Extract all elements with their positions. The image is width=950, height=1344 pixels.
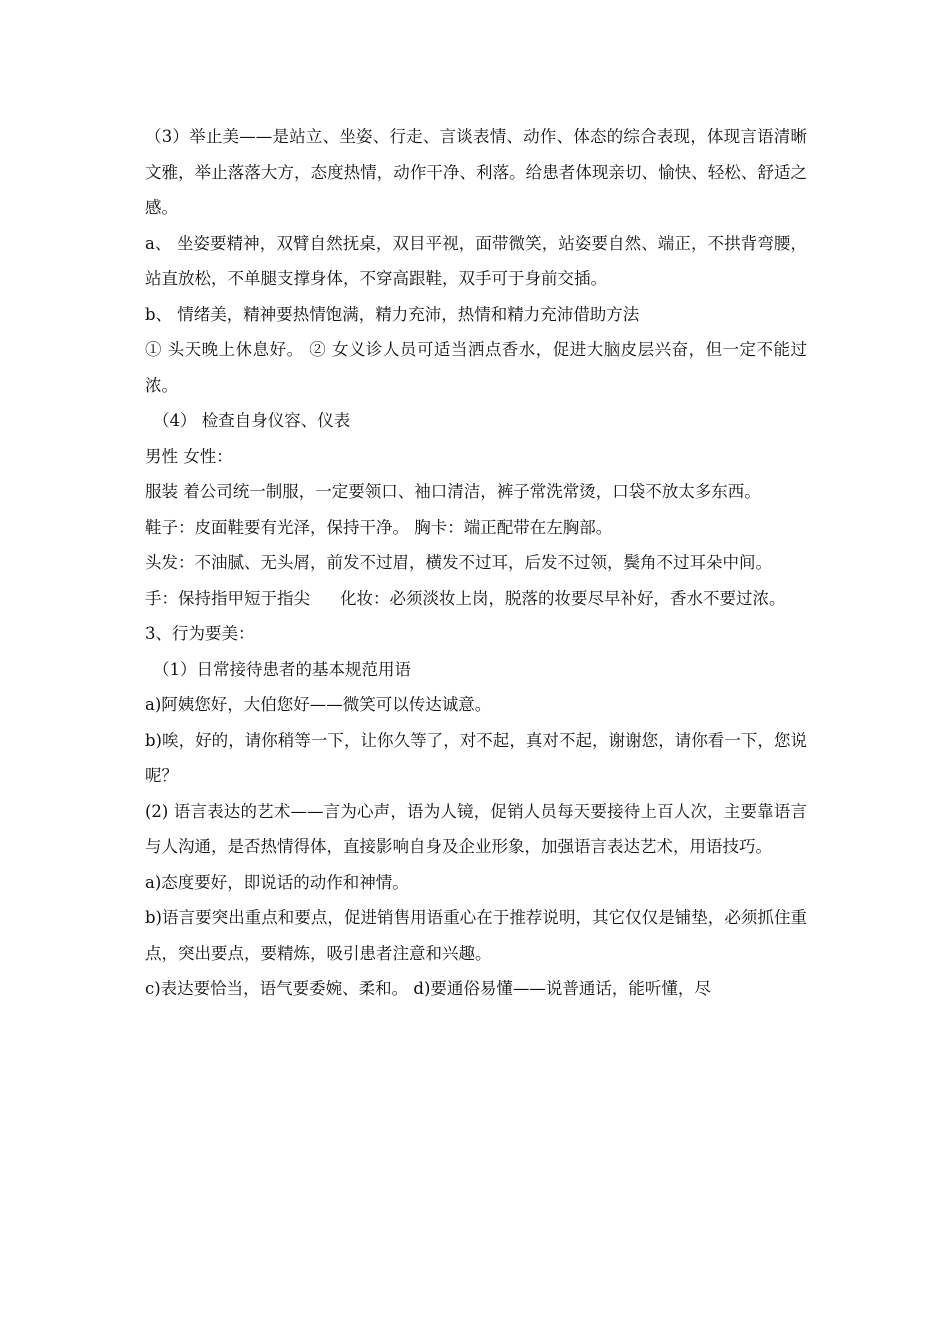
paragraph-key-points: b)语言要突出重点和要点，促进销售用语重心在于推荐说明，其它仅仅是铺垫，必须抓住重点，突出要点，要精炼，吸引患者注意和兴趣。 — [145, 908, 807, 963]
paragraph-attitude: a)态度要好，即说话的动作和神情。 — [145, 872, 409, 892]
hands-text: 手：保持指甲短于指尖 — [145, 588, 310, 608]
document-body — [145, 119, 807, 1007]
paragraph-tone: c)表达要恰当，语气要委婉、柔和。 d)要通俗易懂——说普通话，能听懂，尽 — [145, 979, 711, 998]
paragraph-behavior-heading: 3、行为要美： — [145, 624, 255, 643]
paragraph-sitting-posture: a、 坐姿要精神，双臂自然抚桌，双目平视，面带微笑，站姿要自然、端正，不拱背弯腰，站直放松，不单腿支撑身体，不穿高跟鞋，双手可于身前交插。 — [145, 233, 807, 288]
paragraph-standard-phrases: （1）日常接待患者的基本规范用语 — [153, 659, 411, 679]
paragraph-emotion: b、 情绪美，精神要热情饱满，精力充沛，热情和精力充沛借助方法 — [145, 304, 640, 324]
paragraph-language-art: (2) 语言表达的艺术——言为心声，语为人镜，促销人员每天要接待上百人次，主要靠语言与人沟通，是否热情得体，直接影响自身及企业形象，加强语言表达艺术，用语技巧。 — [145, 801, 807, 856]
paragraph-deportment: （3）举止美——是站立、坐姿、行走、言谈表情、动作、体态的综合表现，体现言语清晰文雅，举止落落大方，态度热情，动作干净、利落。给患者体现亲切、愉快、轻松、舒适之感。 — [145, 127, 807, 217]
makeup-text: 化妆：必须淡妆上岗，脱落的妆要尽早补好，香水不要过浓。 — [340, 588, 786, 608]
paragraph-check-appearance: （4） 检查自身仪容、仪表 — [153, 411, 351, 430]
paragraph-shoes-badge: 鞋子：皮面鞋要有光泽，保持干净。 胸卡：端正配带在左胸部。 — [145, 517, 613, 537]
paragraph-rest-perfume: ① 头天晚上休息好。 ② 女义诊人员可适当洒点香水，促进大脑皮层兴奋，但一定不能过浓。 — [145, 340, 807, 395]
paragraph-hair: 头发：不油腻、无头屑，前发不过眉，横发不过耳，后发不过领，鬓角不过耳朵中间。 — [145, 553, 772, 572]
paragraph-clothing: 服装 着公司统一制服，一定要领口、袖口清洁，裤子常洗常烫，口袋不放太多东西。 — [145, 482, 761, 501]
paragraph-male-female: 男性 女性： — [145, 446, 233, 466]
paragraph-greeting: a)阿姨您好，大伯您好——微笑可以传达诚意。 — [145, 695, 492, 714]
paragraph-hands-makeup — [145, 581, 807, 617]
paragraph-polite-phrases: b)唉，好的，请你稍等一下，让你久等了，对不起，真对不起，谢谢您，请你看一下，您说呢？ — [145, 730, 807, 785]
